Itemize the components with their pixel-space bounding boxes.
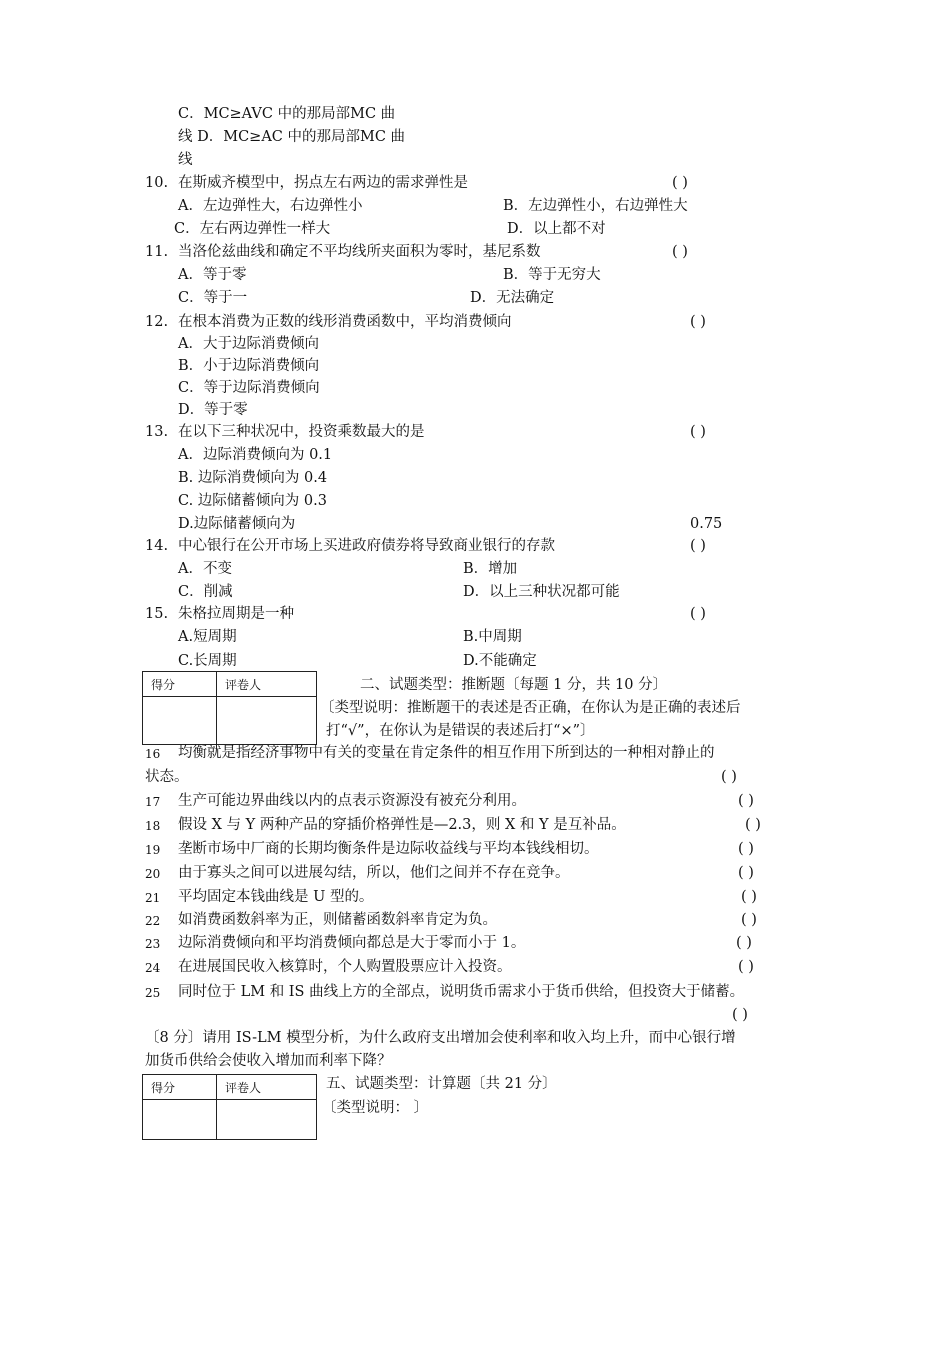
q14-option-a: A．不变 — [178, 561, 232, 577]
judge-18-text: 假设 X 与 Y 两种产品的穿插价格弹性是—2.3，则 X 和 Y 是互补品。 — [178, 817, 626, 833]
section2-note-line2: 打“√”，在你认为是错误的表述后打“×”〕 — [326, 723, 595, 739]
judge-18-number: 18 — [145, 819, 161, 833]
q11-stem: 当洛伦兹曲线和确定不平均线所夹面积为零时，基尼系数 — [178, 244, 541, 260]
judge-20-text: 由于寡头之间可以进展勾结，所以，他们之间并不存在竞争。 — [178, 865, 570, 881]
q13-option-b: B. 边际消费倾向为 0.4 — [178, 470, 328, 486]
judge-22-number: 22 — [145, 914, 161, 928]
q10-option-c: C．左右两边弹性一样大 — [174, 221, 331, 237]
judge-21-answer-paren: ( ) — [741, 889, 757, 905]
judge-19-text: 垄断市场中厂商的长期均衡条件是边际收益线与平均本钱线相切。 — [178, 841, 599, 857]
judge-19-answer-paren: ( ) — [738, 841, 754, 857]
judge-22-answer-paren: ( ) — [741, 912, 757, 928]
judge-20-number: 20 — [145, 867, 161, 881]
score-header: 得分 — [143, 672, 217, 697]
q10-stem: 在斯威齐模型中，拐点左右两边的需求弹性是 — [178, 175, 468, 191]
q12-option-b: B．小于边际消费倾向 — [178, 358, 320, 374]
q11-option-d: D．无法确定 — [470, 290, 555, 306]
judge-17-answer-paren: ( ) — [738, 793, 754, 809]
essay-question-line2: 加货币供给会使收入增加而利率下降？ — [145, 1053, 392, 1069]
q15-answer-paren: ( ) — [690, 606, 706, 622]
score-header: 得分 — [143, 1075, 217, 1100]
q13-option-d-value: 0.75 — [690, 516, 723, 532]
q12-option-a: A．大于边际消费倾向 — [178, 336, 319, 352]
judge-22-text: 如消费函数斜率为正，则储蓄函数斜率肯定为负。 — [178, 912, 497, 928]
judge-20-answer-paren: ( ) — [738, 865, 754, 881]
section2-note-line1: 〔类型说明：推断题干的表述是否正确，在你认为是正确的表述后 — [320, 700, 741, 716]
q13-stem: 在以下三种状况中，投资乘数最大的是 — [178, 424, 425, 440]
judge-16-text-line2: 状态。 — [145, 769, 189, 785]
q14-answer-paren: ( ) — [690, 538, 706, 554]
q13-number: 13. — [145, 424, 169, 440]
q14-number: 14. — [145, 538, 169, 554]
q15-number: 15. — [145, 606, 169, 622]
score-table — [142, 1074, 317, 1140]
q13-option-c: C. 边际储蓄倾向为 0.3 — [178, 493, 327, 509]
judge-23-number: 23 — [145, 937, 161, 951]
q13-answer-paren: ( ) — [690, 424, 706, 440]
q11-option-c: C．等于一 — [178, 290, 248, 306]
q15-stem: 朱格拉周期是一种 — [178, 606, 294, 622]
judge-16-number: 16 — [145, 747, 161, 761]
judge-25-answer-paren: ( ) — [732, 1007, 748, 1023]
q14-option-c: C．削减 — [178, 584, 233, 600]
q10-answer-paren: ( ) — [672, 175, 688, 191]
essay-question-line1: 〔8 分〕请用 IS-LM 模型分析，为什么政府支出增加会使利率和收入均上升，而中心银行增 — [145, 1030, 736, 1046]
q10-option-a: A．左边弹性大，右边弹性小 — [178, 198, 363, 214]
score-table — [142, 671, 317, 745]
grader-cell[interactable] — [217, 1100, 317, 1140]
judge-18-answer-paren: ( ) — [745, 817, 761, 833]
q10-number: 10. — [145, 175, 169, 191]
q13-option-d: D.边际储蓄倾向为 — [178, 516, 296, 532]
q10-option-d: D．以上都不对 — [507, 221, 606, 237]
judge-24-number: 24 — [145, 961, 161, 975]
grader-header: 评卷人 — [217, 672, 317, 697]
q12-option-c: C．等于边际消费倾向 — [178, 380, 320, 396]
judge-24-answer-paren: ( ) — [738, 959, 754, 975]
q9-option-d: 线 D．MC≥AC 中的那局部MC 曲 — [178, 129, 406, 145]
section5-title: 五、试题类型：计算题〔共 21 分〕 — [326, 1076, 557, 1092]
q15-option-c: C.长周期 — [178, 653, 237, 669]
q14-stem: 中心银行在公开市场上买进政府债券将导致商业银行的存款 — [178, 538, 555, 554]
judge-21-number: 21 — [145, 891, 161, 905]
section2-title: 二、试题类型：推断题〔每题 1 分，共 10 分〕 — [360, 677, 668, 693]
score-cell[interactable] — [143, 1100, 217, 1140]
q11-option-b: B．等于无穷大 — [503, 267, 601, 283]
q11-number: 11. — [145, 244, 169, 260]
judge-16-answer-paren: ( ) — [721, 769, 737, 785]
q12-stem: 在根本消费为正数的线形消费函数中，平均消费倾向 — [178, 314, 512, 330]
q11-answer-paren: ( ) — [672, 244, 688, 260]
judge-25-text: 同时位于 LM 和 IS 曲线上方的全部点，说明货币需求小于货币供给，但投资大于储蓄。 — [178, 984, 745, 1000]
q15-option-b: B.中周期 — [463, 629, 522, 645]
judge-23-answer-paren: ( ) — [736, 935, 752, 951]
judge-17-number: 17 — [145, 795, 161, 809]
judge-25-number: 25 — [145, 986, 161, 1000]
q12-answer-paren: ( ) — [690, 314, 706, 330]
q9-option-c: C．MC≥AVC 中的那局部MC 曲 — [178, 106, 396, 122]
score-cell[interactable] — [143, 697, 217, 745]
q12-number: 12. — [145, 314, 169, 330]
judge-23-text: 边际消费倾向和平均消费倾向都总是大于零而小于 1。 — [178, 935, 526, 951]
grader-header: 评卷人 — [217, 1075, 317, 1100]
q14-option-b: B．增加 — [463, 561, 518, 577]
q12-option-d: D．等于零 — [178, 402, 248, 418]
q14-option-d: D．以上三种状况都可能 — [463, 584, 620, 600]
judge-21-text: 平均固定本钱曲线是 U 型的。 — [178, 889, 374, 905]
judge-17-text: 生产可能边界曲线以内的点表示资源没有被充分利用。 — [178, 793, 526, 809]
q13-option-a: A．边际消费倾向为 0.1 — [178, 447, 333, 463]
grader-cell[interactable] — [217, 697, 317, 745]
q15-option-a: A.短周期 — [178, 629, 237, 645]
judge-24-text: 在进展国民收入核算时，个人购置股票应计入投资。 — [178, 959, 512, 975]
q10-option-b: B．左边弹性小，右边弹性大 — [503, 198, 688, 214]
judge-19-number: 19 — [145, 843, 161, 857]
q15-option-d: D.不能确定 — [463, 653, 537, 669]
q9-tail: 线 — [178, 152, 193, 168]
section5-note: 〔类型说明： 〕 — [322, 1100, 429, 1116]
judge-16-text: 均衡就是指经济事物中有关的变量在肯定条件的相互作用下所到达的一种相对静止的 — [178, 745, 715, 761]
q11-option-a: A．等于零 — [178, 267, 247, 283]
